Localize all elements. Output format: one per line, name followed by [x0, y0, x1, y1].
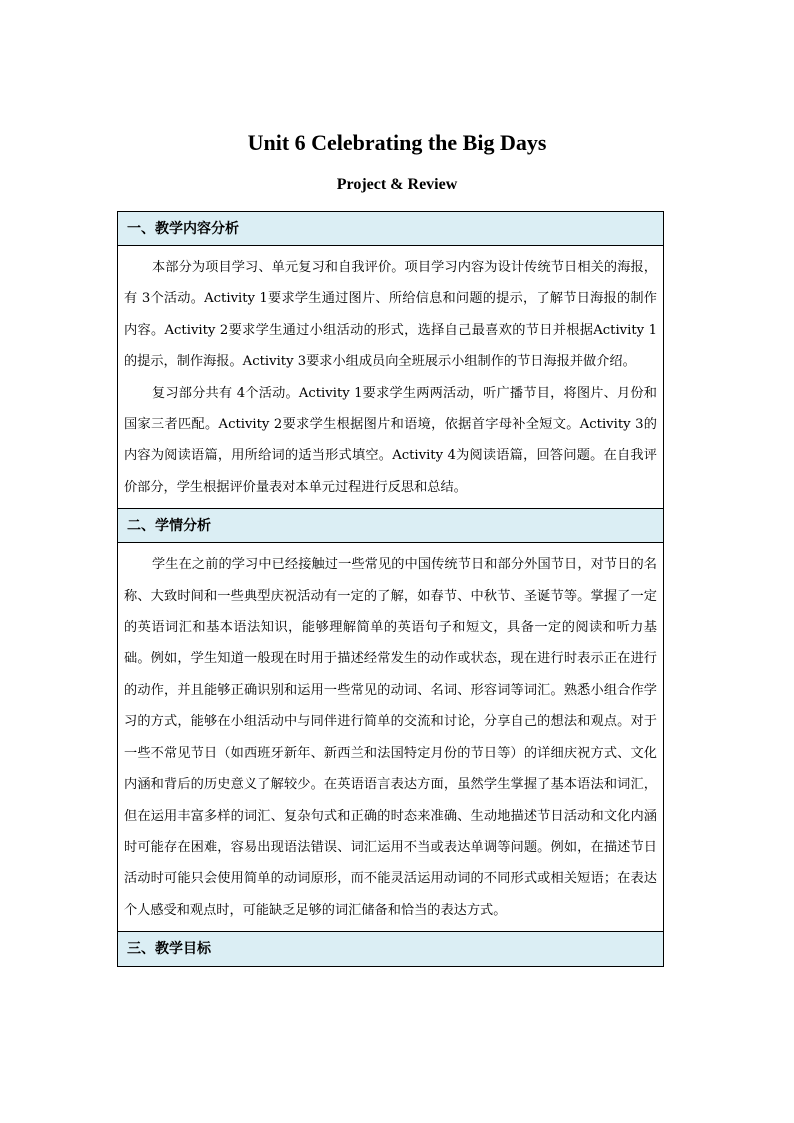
lesson-plan-table	[117, 211, 664, 967]
section-heading-content-analysis: 一、教学内容分析	[118, 212, 663, 246]
paragraph: 本部分为项目学习、单元复习和自我评价。项目学习内容为设计传统节日相关的海报，有 3个活动。Activity 1要求学生通过图片、所给信息和问题的提示，了解节日海报的制作内容。Activity 2要求学生通过小组活动的形式，选择自己最喜欢的节日并根据Activity 1的提示，制作海报。Activity 3要求小组成员向全班展示小组制作的节日海报并做介绍。	[124, 260, 657, 370]
section-heading-student-analysis: 二、学情分析	[118, 509, 663, 543]
document-subtitle: Project & Review	[336, 176, 458, 193]
document-title: Unit 6 Celebrating the Big Days	[247, 130, 547, 155]
section-heading-teaching-objectives: 三、教学目标	[118, 932, 663, 966]
paragraph: 学生在之前的学习中已经接触过一些常见的中国传统节日和部分外国节日，对节日的名称、大致时间和一些典型庆祝活动有一定的了解，如春节、中秋节、圣诞节等。掌握了一定的英语词汇和基本语法知识，能够理解简单的英语句子和短文，具备一定的阅读和听力基础。例如，学生知道一般现在时用于描述经常发生的动作或状态，现在进行时表示正在进行的动作，并且能够正确识别和运用一些常见的动词、名词、形容词等词汇。熟悉小组合作学习的方式，能够在小组活动中与同伴进行简单的交流和讨论，分享自己的想法和观点。对于一些不常见节日（如西班牙新年、新西兰和法国特定月份的节日等）的详细庆祝方式、文化内涵和背后的历史意义了解较少。在英语语言表达方面，虽然学生掌握了基本语法和词汇，但在运用丰富多样的词汇、复杂句式和正确的时态来准确、生动地描述节日活动和文化内涵时可能存在困难，容易出现语法错误、词汇运用不当或表达单调等问题。例如，在描述节日活动时可能只会使用简单的动词原形，而不能灵活运用动词的不同形式或相关短语；在表达个人感受和观点时，可能缺乏足够的词汇储备和恰当的表达方式。	[124, 557, 657, 918]
paragraph: 复习部分共有 4个活动。Activity 1要求学生两两活动，听广播节目，将图片、月份和国家三者匹配。Activity 2要求学生根据图片和语境，依据首字母补全短文。Activity 3的内容为阅读语篇，用所给词的适当形式填空。Activity 4为阅读语篇，回答问题。在自我评价部分，学生根据评价量表对本单元过程进行反思和总结。	[124, 385, 657, 495]
section-body-student-analysis	[118, 543, 663, 932]
section-body-content-analysis	[118, 246, 663, 509]
